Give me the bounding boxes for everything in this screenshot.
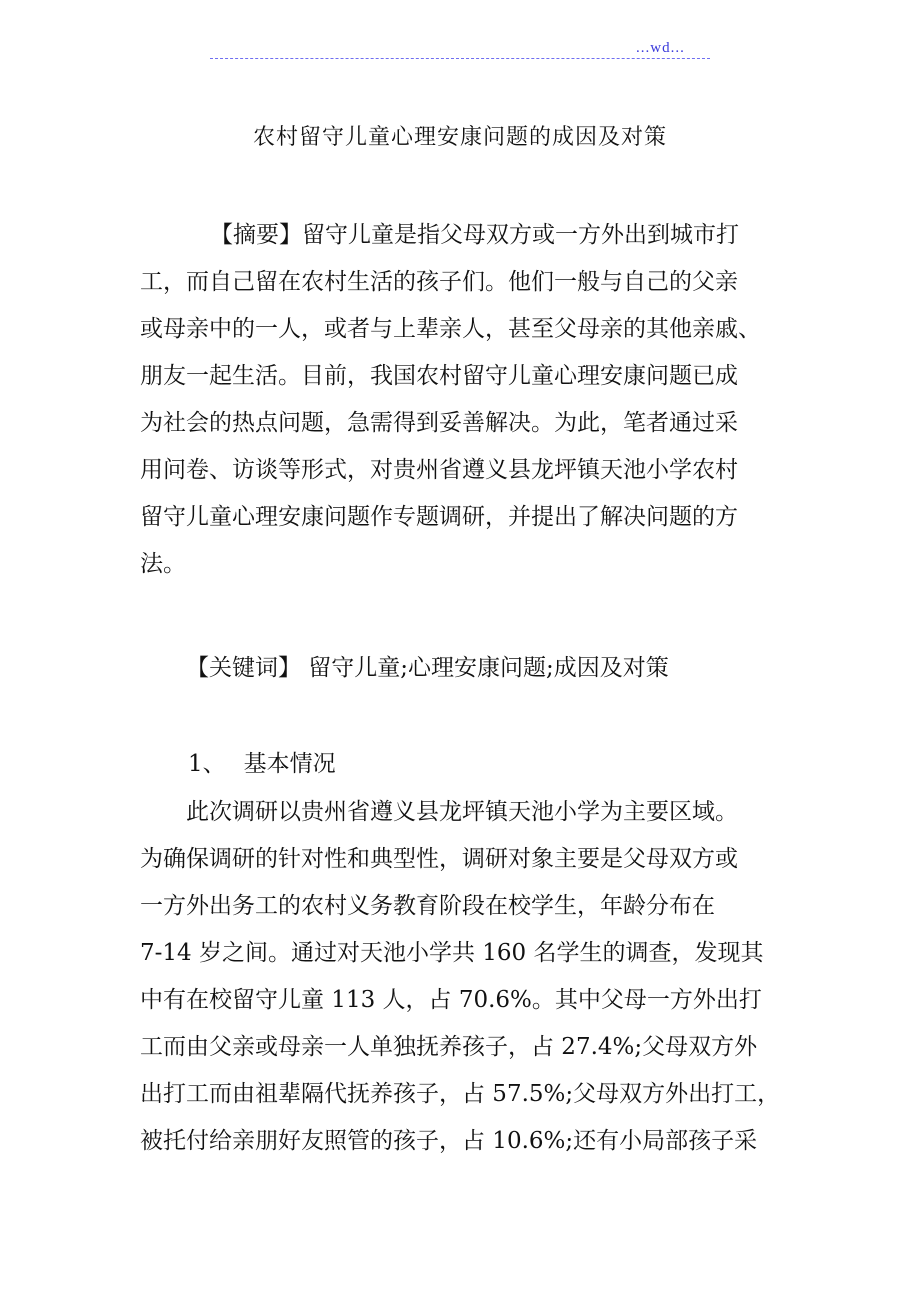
- abstract-line: 法。: [140, 551, 186, 577]
- body-line: 7-14 岁之间。通过对天池小学共 160 名学生的调查，发现其: [140, 940, 764, 966]
- section-number: 1、: [188, 751, 226, 777]
- abstract-line: 朋友一起生活。目前，我国农村留守儿童心理安康问题已成: [140, 363, 738, 389]
- section-body-paragraph: [140, 789, 785, 1165]
- abstract-line: 或母亲中的一人，或者与上辈亲人，甚至父母亲的其他亲戚、: [140, 316, 761, 342]
- header-dashed-rule: [210, 58, 710, 59]
- header-mark: ...wd...: [636, 40, 685, 56]
- keywords-line: 【关键词】 留守儿童;心理安康问题;成因及对策: [186, 655, 669, 681]
- abstract-line: 工，而自己留在农村生活的孩子们。他们一般与自己的父亲: [140, 269, 738, 295]
- abstract-paragraph: [140, 212, 785, 588]
- abstract-line: 为社会的热点问题，急需得到妥善解决。为此，笔者通过采: [140, 410, 738, 436]
- body-line: 中有在校留守儿童 113 人，占 70.6%。其中父母一方外出打: [140, 987, 762, 1013]
- body-line: 被托付给亲朋好友照管的孩子，占 10.6%;还有小局部孩子采: [140, 1128, 758, 1154]
- section-title: 基本情况: [243, 751, 336, 777]
- body-line: 工而由父亲或母亲一人单独抚养孩子，占 27.4%;父母双方外: [140, 1034, 758, 1060]
- body-line: 一方外出务工的农村义务教育阶段在校学生，年龄分布在: [140, 893, 715, 919]
- body-line: 此次调研以贵州省遵义县龙坪镇天池小学为主要区域。: [186, 799, 738, 825]
- body-line: 出打工而由祖辈隔代抚养孩子，占 57.5%;父母双方外出打工，: [140, 1081, 781, 1107]
- abstract-line: 留守儿童心理安康问题作专题调研，并提出了解决问题的方: [140, 504, 738, 530]
- body-line: 为确保调研的针对性和典型性，调研对象主要是父母双方或: [140, 846, 738, 872]
- document-title: 农村留守儿童心理安康问题的成因及对策: [252, 125, 667, 150]
- abstract-line: 用问卷、访谈等形式，对贵州省遵义县龙坪镇天池小学农村: [140, 457, 738, 483]
- section-heading: [188, 741, 336, 788]
- keywords-paragraph: [140, 645, 785, 692]
- abstract-line: 【摘要】留守儿童是指父母双方或一方外出到城市打: [210, 222, 739, 248]
